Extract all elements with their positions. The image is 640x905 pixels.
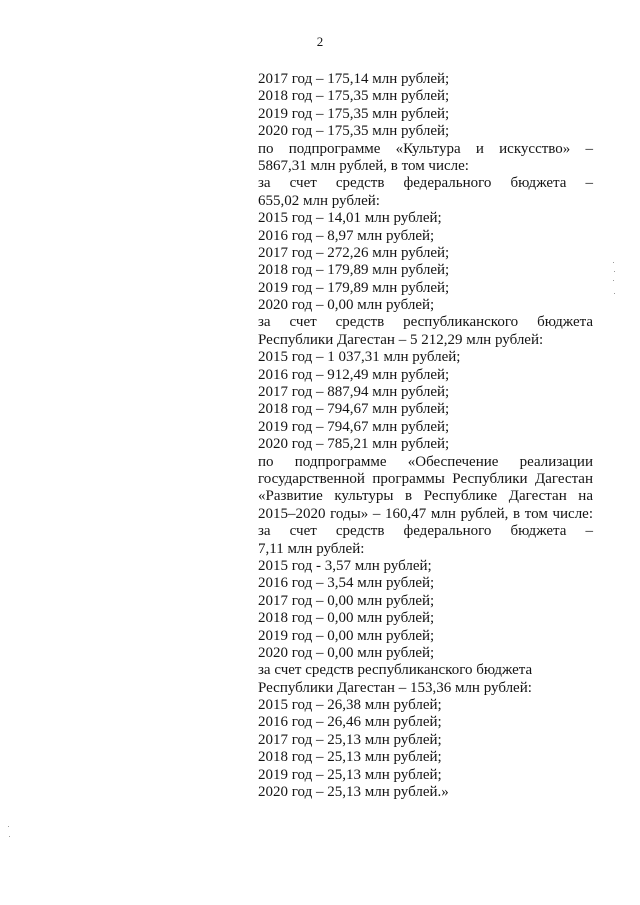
document-line: Республики Дагестан – 153,36 млн рублей: — [258, 679, 532, 696]
document-line: 2018 год – 175,35 млн рублей; — [258, 88, 450, 105]
document-line: 2017 год – 175,14 млн рублей; — [258, 71, 450, 87]
document-line: 2016 год – 3,54 млн рублей; — [258, 575, 435, 592]
document-line: за счет средств республиканского бюджета — [258, 314, 593, 331]
scan-speck — [614, 271, 615, 272]
document-line: по подпрограмме «Обеспечение реализации — [258, 453, 593, 470]
document-line: 655,02 млн рублей: — [258, 192, 380, 209]
document-line: 5867,31 млн рублей, в том числе: — [258, 157, 469, 174]
document-line: 2017 год – 0,00 млн рублей; — [258, 592, 435, 609]
document-line: 2018 год – 0,00 млн рублей; — [258, 610, 435, 627]
document-line: 2015 год – 14,01 млн рублей; — [258, 210, 442, 227]
page-number: 2 — [316, 34, 324, 49]
document-line: 2020 год – 785,21 млн рублей; — [258, 436, 450, 453]
document-line: 2015 год – 26,38 млн рублей; — [258, 697, 442, 714]
document-line: 2018 год – 25,13 млн рублей; — [258, 749, 442, 766]
document-line: государственной программы Республики Дагестан — [258, 470, 593, 487]
document-line: 2017 год – 887,94 млн рублей; — [258, 384, 450, 401]
document-body — [258, 71, 593, 801]
document-line: за счет средств республиканского бюджета — [258, 662, 533, 679]
document-line: 2019 год – 0,00 млн рублей; — [258, 627, 435, 644]
document-line: 2016 год – 8,97 млн рублей; — [258, 227, 435, 244]
document-line: 2016 год – 26,46 млн рублей; — [258, 714, 442, 731]
scan-speck — [613, 262, 614, 263]
scan-speck — [614, 293, 615, 294]
document-line: 2020 год – 0,00 млн рублей; — [258, 297, 435, 314]
document-line: за счет средств федерального бюджета – — [258, 175, 593, 192]
document-line: 2019 год – 175,35 млн рублей; — [258, 105, 450, 122]
document-line: 7,11 млн рублей: — [258, 540, 365, 557]
document-line: 2017 год – 25,13 млн рублей; — [258, 731, 442, 748]
document-line: 2019 год – 25,13 млн рублей; — [258, 766, 442, 783]
document-line: 2020 год – 25,13 млн рублей.» — [258, 784, 449, 801]
document-line: 2015 год – 1 037,31 млн рублей; — [258, 349, 461, 366]
document-line: 2020 год – 0,00 млн рублей; — [258, 644, 435, 661]
scan-speck — [9, 836, 10, 837]
document-line: за счет средств федерального бюджета – — [258, 523, 593, 540]
document-line: 2020 год – 175,35 млн рублей; — [258, 123, 450, 140]
document-line: Республики Дагестан – 5 212,29 млн рублей: — [258, 331, 544, 348]
document-line: 2015–2020 годы» – 160,47 млн рублей, в том числе: — [258, 505, 593, 522]
document-line: 2018 год – 179,89 млн рублей; — [258, 262, 450, 279]
scan-speck — [8, 826, 9, 827]
scan-speck — [613, 280, 614, 281]
document-line: 2019 год – 179,89 млн рублей; — [258, 279, 450, 296]
document-line: 2017 год – 272,26 млн рублей; — [258, 244, 450, 261]
document-line: 2018 год – 794,67 млн рублей; — [258, 401, 450, 418]
document-line: 2016 год – 912,49 млн рублей; — [258, 366, 450, 383]
document-line: 2019 год – 794,67 млн рублей; — [258, 418, 450, 435]
document-line: по подпрограмме «Культура и искусство» – — [258, 140, 593, 157]
document-line: 2015 год - 3,57 млн рублей; — [258, 557, 432, 574]
document-line: «Развитие культуры в Республике Дагестан на — [258, 488, 593, 505]
